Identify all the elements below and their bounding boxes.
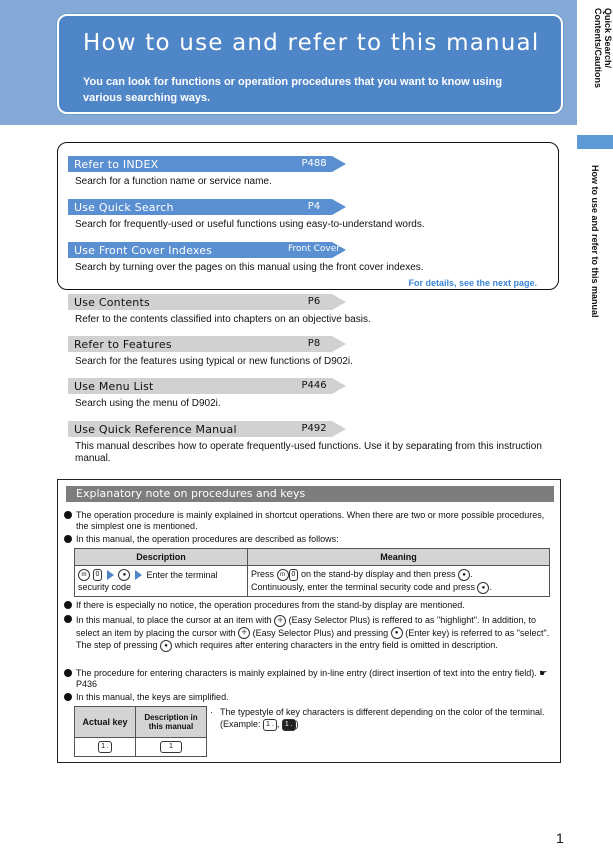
side-tab-label [593, 8, 613, 88]
ref-quick-reference[interactable] [68, 421, 348, 437]
ref-desc: Search using the menu of D902i. [75, 398, 221, 409]
ref-page: P4 [307, 201, 321, 212]
bullet-text: The procedure for entering characters is mainly explained by in-line entry (direct insertion of text into the entry field). ☛P436 [76, 668, 548, 689]
key-table-note: · The typestyle of key characters is different depending on the color of the terminal. (Example: 1 . , 1 . ) [210, 707, 545, 729]
small-bullet-icon: · [210, 707, 213, 717]
page-subtitle: You can look for functions or operation procedures that you want to know using various searching ways. [83, 76, 503, 104]
key-note-end: ) [295, 719, 299, 729]
ref-menu-list[interactable] [68, 378, 348, 394]
ref-page: P8 [307, 338, 321, 349]
enter-key-icon: ● [160, 640, 172, 652]
bullet-icon [64, 693, 72, 701]
ref-desc: Search by turning over the pages on this manual using the front cover indexes. [75, 262, 424, 273]
bullet-text: If there is especially no notice, the operation procedures from the stand-by display are mentioned. [76, 600, 465, 610]
bullet-icon [64, 511, 72, 519]
zero-key-icon: 0 [93, 569, 103, 581]
selector-icon: ✢ [274, 615, 286, 627]
key-table [74, 706, 207, 757]
title-box [57, 14, 563, 114]
explanatory-note-box [57, 479, 561, 763]
side-section-label: How to use and refer to this manual [590, 165, 600, 318]
note-bullet [64, 668, 552, 690]
ref-label: Use Quick Reference Manual [74, 423, 237, 436]
ref-page: Front Cover [288, 244, 340, 254]
ref-label: Use Menu List [74, 380, 154, 393]
ref-label: Use Contents [74, 296, 150, 309]
note-bullet [64, 510, 552, 532]
step-arrow-icon [135, 570, 142, 580]
bullet-icon [64, 615, 72, 623]
enter-key-icon: ● [477, 582, 489, 594]
bullet-icon [64, 535, 72, 543]
ref-label: Use Front Cover Indexes [74, 244, 213, 257]
bullet-text: In this manual, to place the cursor at an item with [76, 615, 272, 625]
ref-features[interactable] [68, 336, 348, 352]
enter-key-icon: ● [118, 569, 130, 581]
ref-page: P6 [307, 296, 321, 307]
bullet-text: (Easy Selector Plus) is reffered to as "highlight". In addition, to select an item by placing the cursor with [76, 615, 536, 638]
bullet-text: (Easy Selector Plus) and pressing [252, 627, 389, 638]
step-arrow-icon [107, 570, 114, 580]
actual-key-cell [75, 738, 136, 757]
ref-page: P492 [301, 423, 327, 434]
th-actual-key: Actual key [75, 707, 136, 738]
ref-front-cover[interactable] [68, 242, 348, 258]
row-desc-text: Enter the terminal security code [78, 569, 218, 593]
th-description: Description [75, 549, 248, 566]
ref-index[interactable] [68, 156, 348, 172]
ref-label: Use Quick Search [74, 201, 174, 214]
ref-quick-search[interactable] [68, 199, 348, 215]
bullet-text: which requires after entering characters in the entry field is omitted in description. [174, 640, 498, 651]
note-bullet [64, 600, 552, 611]
bullet-icon [64, 601, 72, 609]
meaning-text: Continuously, enter the terminal security code and press [251, 582, 475, 592]
bullet-text: In this manual, the keys are simplified. [76, 692, 229, 702]
th-meaning: Meaning [248, 549, 550, 566]
page-number: 1 [556, 830, 564, 846]
ref-page: P446 [301, 380, 327, 391]
note-header: Explanatory note on procedures and keys [66, 486, 554, 502]
ref-desc: Search for frequently-used or useful functions using easy-to-understand words. [75, 219, 425, 230]
meaning-text: Press [251, 569, 275, 580]
note-bullet [64, 692, 552, 703]
ref-desc: Refer to the contents classified into chapters on an objective basis. [75, 314, 371, 325]
note-bullet [64, 614, 552, 652]
side-tab-line1: Quick Search/ [603, 8, 613, 69]
one-key-simplified-icon: 1 [160, 741, 182, 753]
side-section-marker [577, 135, 613, 149]
bullet-text: The step of pressing [76, 640, 158, 651]
manual-key-cell [136, 738, 207, 757]
bullet-text: (Enter key) is referred to as "select". [405, 627, 550, 638]
meaning-text: on the stand-by display and then press [300, 569, 456, 580]
one-key-icon: 1 . [263, 719, 277, 731]
note-bullet [64, 534, 552, 545]
key-note-text: The typestyle of key characters is different depending on the color of the terminal. (Example: [220, 707, 545, 729]
ref-desc: Search for a function name or service name. [75, 176, 272, 187]
ref-desc: Search for the features using typical or new functions of D902i. [75, 356, 353, 367]
selector-icon: ✢ [238, 627, 250, 639]
details-note: For details, see the next page. [404, 278, 541, 288]
bullet-text: In this manual, the operation procedures are described as follows: [76, 534, 339, 544]
procedure-table [74, 548, 550, 597]
ref-page: P488 [301, 158, 327, 169]
bullet-text: The operation procedure is mainly explained in shortcut operations. When there are two or more possible procedures, the simplest one is mentioned. [76, 510, 545, 531]
one-key-icon: 1 . [98, 741, 112, 753]
zero-key-icon: 0 [289, 569, 299, 581]
row-description [75, 566, 248, 597]
th-description-manual: Description in this manual [136, 707, 207, 738]
ref-contents[interactable] [68, 294, 348, 310]
ref-label: Refer to INDEX [74, 158, 159, 171]
ref-label: Refer to Features [74, 338, 172, 351]
enter-key-icon: ● [391, 627, 403, 639]
enter-key-icon: ● [458, 569, 470, 581]
one-key-dark-icon: 1 . [282, 719, 296, 731]
ref-desc: This manual describes how to operate frequently-used functions. Use it by separating from this instruction manual. [75, 441, 542, 464]
row-meaning: Press m 0 on the stand-by display and then press ● . Continuously, enter the terminal security code and press ● . [248, 566, 550, 597]
side-tab-line2: Contents/Cautions [593, 8, 603, 88]
page-title: How to use and refer to this manual [83, 30, 540, 56]
menu-key-icon: m [78, 569, 90, 581]
menu-key-icon: m [277, 569, 289, 581]
bullet-icon [64, 669, 72, 677]
